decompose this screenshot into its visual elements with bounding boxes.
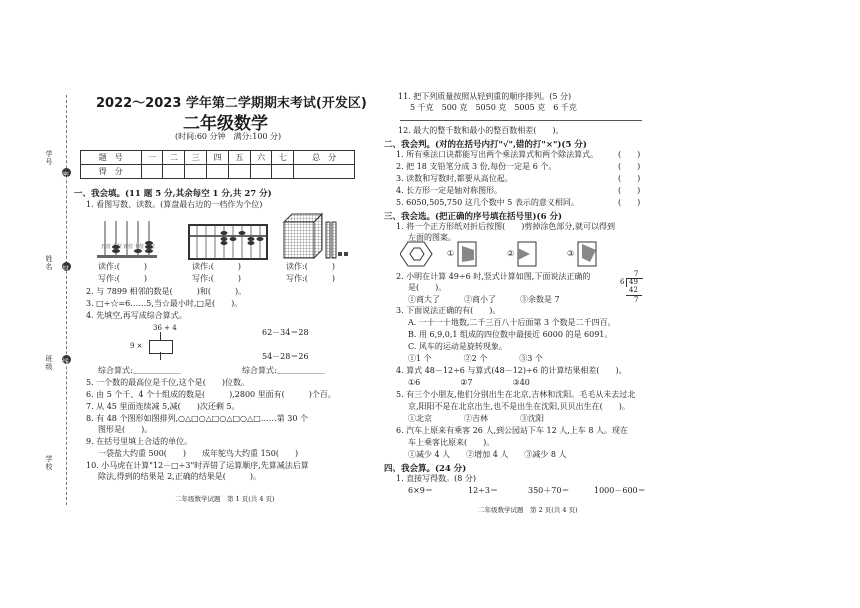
- score-cell[interactable]: [141, 165, 163, 179]
- side-label-student-id: 学号: [45, 150, 53, 166]
- answer-line: [400, 120, 642, 121]
- seal-mark: 封: [62, 265, 69, 273]
- division-product: 42: [629, 286, 638, 294]
- division-divisor: 6: [620, 278, 625, 286]
- choice-3-a: A. 一十一十地数,二千三百八十后面第 3 个数是二千四百。: [408, 318, 616, 327]
- seal-mark: 密: [62, 171, 69, 179]
- q1-text: 1. 看图写数、读数。(算盘最右边的一档作为个位): [86, 200, 263, 209]
- judge-answer[interactable]: ( ): [618, 198, 641, 207]
- section-3-title: 三、我会选。(把正确的序号填在括号里)(6 分): [384, 212, 562, 222]
- q7-text: 7. 从 45 里面连续减 5,减( )次还剩 5。: [86, 402, 240, 411]
- diagram-left: 9 ×: [130, 342, 143, 350]
- exam-subject: 二年级数学: [183, 114, 268, 134]
- shape-option: ①: [447, 249, 455, 258]
- seal-mark: 线: [62, 358, 69, 366]
- score-cell[interactable]: [250, 165, 272, 179]
- q9-items: 一袋盐大约重 500( ) 成年鸵鸟大约重 150( ): [98, 449, 299, 458]
- score-header: 二: [163, 151, 185, 165]
- q6-text: 6. 由 5 个千、4 个十组成的数是( ),2800 里面有( )个百。: [86, 390, 336, 399]
- score-header: 七: [272, 151, 294, 165]
- place-label: 千位: [112, 244, 123, 250]
- exam-title: 2022～2023 学年第二学期期末考试(开发区): [96, 96, 367, 111]
- choice-2-text: 2. 小明在计算 49÷6 时,竖式计算如图,下面说法正确的: [396, 272, 591, 281]
- choice-2-options: ①商大了 ②商小了 ③余数是 7: [408, 295, 560, 304]
- choice-6-text-cont: 车上乘客比原来( )。: [408, 438, 495, 447]
- page-footer-2: 二年级数学试题 第 2 页(共 4 页): [478, 506, 578, 514]
- score-cell[interactable]: [163, 165, 185, 179]
- calc-item: 350＋70＝: [528, 486, 570, 495]
- score-cell[interactable]: [294, 165, 355, 179]
- division-remainder: 7: [634, 296, 639, 304]
- write-answer-1: 写作:( ): [98, 274, 147, 283]
- place-label: 个位: [145, 244, 156, 250]
- q8-text: 8. 有 48 个图形如图排列,○△□○△□○△□○△□……第 30 个: [86, 414, 309, 423]
- division-dividend: 49: [629, 278, 638, 286]
- q5-text: 5. 一个数的最高位是千位,这个是( )位数。: [86, 378, 249, 387]
- calc-item: 1000－600＝: [594, 486, 646, 495]
- exam-info: (时间:60 分钟 满分:100 分): [175, 132, 282, 141]
- diagram-arrow: [160, 332, 161, 340]
- score-header: 总 分: [294, 151, 355, 165]
- combined-answer-2: 综合算式:＿＿＿＿＿＿: [242, 366, 325, 375]
- choice-6-text: 6. 汽车上原来有乘客 26 人,到公园站下车 12 人,上车 8 人。现在: [396, 426, 628, 435]
- score-cell[interactable]: [207, 165, 229, 179]
- place-label: 万位: [101, 244, 112, 250]
- choice-1-text: 1. 将一个正方形纸对折后按图( )剪掉涂色部分,就可以得到: [396, 222, 615, 231]
- section-1-title: 一、我会填。(11 题 5 分,其余每空 1 分,共 27 分): [74, 189, 272, 199]
- judge-answer[interactable]: ( ): [618, 186, 641, 195]
- section-2-title: 二、我会判。(对的在括号内打"√",错的打"×")(5 分): [384, 140, 587, 150]
- judge-item: 1. 所有乘法口诀都能写出两个乘法算式和两个除法算式。: [396, 150, 599, 159]
- q11-text: 11. 把下列质量按照从轻到重的顺序排列。(5 分): [398, 92, 572, 101]
- shape-option: ②: [507, 249, 515, 258]
- choice-4-text: 4. 算式 48－12÷6 与算式(48－12)÷6 的计算结果相差( )。: [396, 366, 627, 375]
- choice-1-text-cont: 左面的图案。: [408, 233, 456, 242]
- q3-text: 3. □÷☆=6……5,当☆最小时,□是( )。: [86, 299, 243, 308]
- diagram-arrow: [160, 352, 161, 360]
- page-footer-1: 二年级数学试题 第 1 页(共 4 页): [175, 495, 275, 503]
- choice-3-options: ①1 个 ②2 个 ③3 个: [408, 354, 543, 363]
- write-answer-2: 写作:( ): [192, 274, 241, 283]
- q8-text-cont: 图形是( )。: [98, 425, 153, 434]
- q10-text-cont: 除法,得到的结果是 2,正确的结果是( )。: [98, 472, 261, 481]
- q10-text: 10. 小马虎在计算"12－□÷3"时弄错了运算顺序,先算减法后算: [86, 461, 309, 470]
- q12-text: 12. 最大的整千数和最小的整百数相差( )。: [398, 126, 564, 135]
- score-header: 三: [185, 151, 207, 165]
- combined-answer-1: 综合算式:＿＿＿＿＿＿: [98, 366, 181, 375]
- long-division: [620, 270, 644, 306]
- division-quotient: 7: [634, 270, 639, 278]
- choice-3-c: C. 风车的运动是旋转现象。: [408, 342, 507, 351]
- judge-answer[interactable]: ( ): [618, 150, 641, 159]
- score-header: 题 号: [81, 151, 142, 165]
- choice-2-text-cont: 是( )。: [408, 283, 447, 292]
- score-header: 六: [250, 151, 272, 165]
- equation-2: 54－28＝26: [262, 352, 309, 361]
- read-answer-2: 读作:( ): [192, 262, 241, 271]
- side-label-name: 姓名: [45, 255, 53, 271]
- judge-item: 2. 把 18 支铅笔分成 3 份,每份一定是 6 个。: [396, 162, 557, 171]
- q9-text: 9. 在括号里填上合适的单位。: [86, 437, 193, 446]
- choice-5-text: 5. 有三个小朋友,他们分别出生在北京,吉林和沈阳。毛毛从未去过北: [396, 390, 636, 399]
- place-label: 百位: [123, 244, 134, 250]
- judge-item: 4. 长方形一定是轴对称图形。: [396, 186, 503, 195]
- score-row-label: 得 分: [81, 165, 142, 179]
- score-header: 五: [228, 151, 250, 165]
- score-table: [80, 150, 355, 179]
- diagram-box[interactable]: [149, 340, 173, 354]
- shape-option: ③: [567, 249, 575, 258]
- write-answer-3: 写作:( ): [286, 274, 335, 283]
- choice-3-text: 3. 下面说法正确的有( )。: [396, 306, 501, 315]
- equation-1: 62－34＝28: [262, 328, 309, 337]
- calc-intro: 1. 直接写得数。(8 分): [396, 474, 477, 483]
- judge-answer[interactable]: ( ): [618, 174, 641, 183]
- calc-item: 6×9＝: [408, 486, 433, 495]
- place-value-labels: [101, 243, 155, 250]
- side-label-class: 班级: [45, 355, 53, 371]
- q11-items: 5 千克 500 克 5050 克 5005 克 6 千克: [410, 103, 577, 112]
- section-4-title: 四、我会算。(24 分): [384, 464, 467, 474]
- choice-6-options: ①减少 4 人 ②增加 4 人 ③减少 8 人: [408, 450, 567, 459]
- read-answer-3: 读作:( ): [286, 262, 335, 271]
- cube-blocks-image: [282, 212, 354, 266]
- place-label: 十位: [134, 244, 145, 250]
- shapes-image: [400, 240, 640, 272]
- read-answer-1: 读作:( ): [98, 262, 147, 271]
- score-cell[interactable]: [272, 165, 294, 179]
- choice-5-text-cont: 京,阳阳不是在北京出生,也不是出生在沈阳,贝贝出生在( )。: [408, 402, 630, 411]
- counting-frame-image: [96, 215, 158, 259]
- abacus-image: [188, 224, 268, 264]
- judge-answer[interactable]: ( ): [618, 162, 641, 171]
- diagram-top: 36 + 4: [153, 324, 177, 332]
- side-label-school: 学校: [45, 455, 53, 471]
- score-header: 四: [207, 151, 229, 165]
- score-cell[interactable]: [228, 165, 250, 179]
- calc-item: 12÷3＝: [468, 486, 498, 495]
- judge-item: 5. 6050,505,750 这几个数中 5 表示的意义相同。: [396, 198, 579, 207]
- q4-text: 4. 先填空,再写成综合算式。: [86, 311, 187, 320]
- choice-4-options: ①6 ②7 ③40: [408, 378, 530, 387]
- score-header: 一: [141, 151, 163, 165]
- judge-item: 3. 读数和写数时,都要从高位起。: [396, 174, 513, 183]
- choice-5-options: ①北京 ②吉林 ③沈阳: [408, 414, 544, 423]
- score-cell[interactable]: [185, 165, 207, 179]
- q2-text: 2. 与 7899 相邻的数是( )和( )。: [86, 287, 247, 296]
- choice-3-b: B. 用 6,9,0,1 组成的四位数中最接近 6000 的是 6091。: [408, 330, 613, 339]
